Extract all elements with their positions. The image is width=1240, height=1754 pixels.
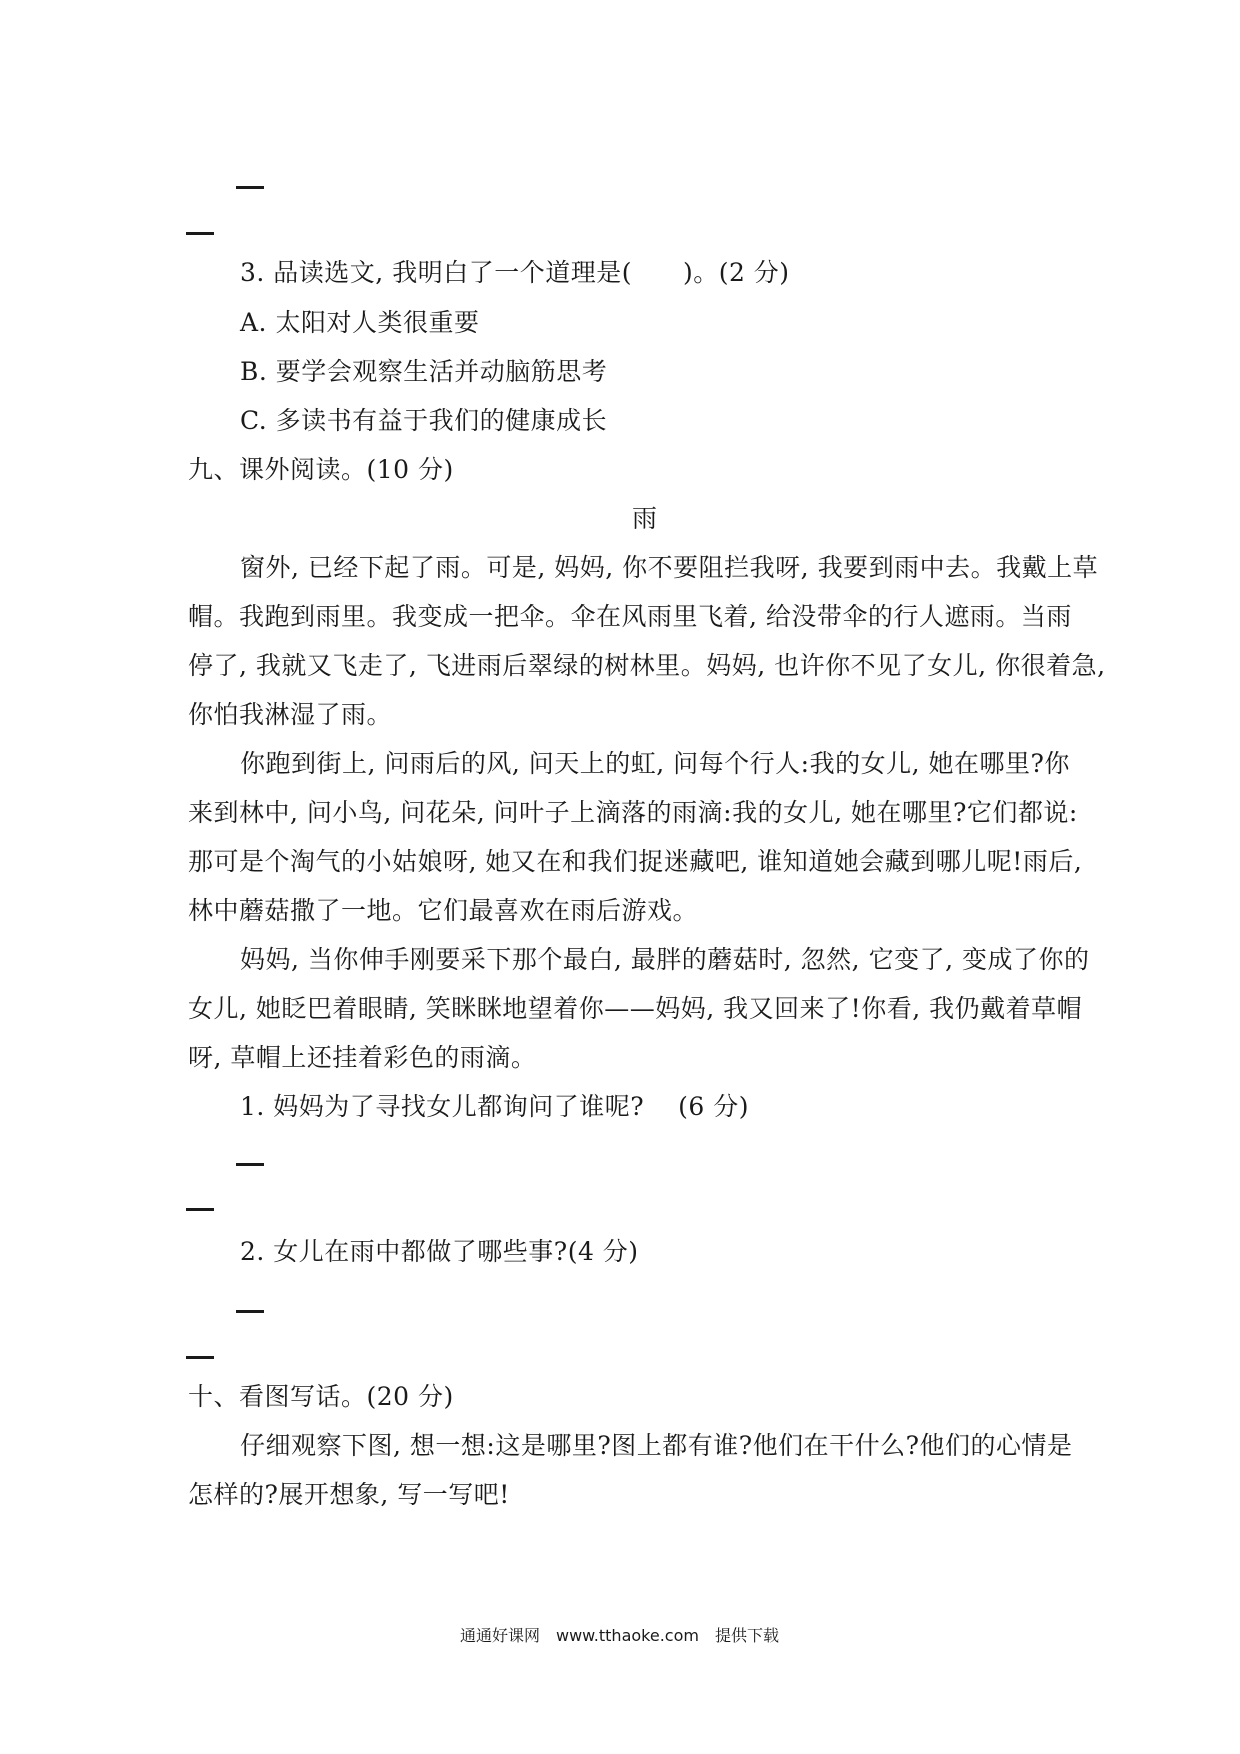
option-a: A. 太阳对人类很重要 bbox=[240, 308, 480, 337]
passage-line: 帽。我跑到雨里。我变成一把伞。伞在风雨里飞着, 给没带伞的行人遮雨。当雨 bbox=[188, 602, 1072, 631]
section-9-heading: 九、课外阅读。(10 分) bbox=[188, 455, 454, 484]
passage-title: 雨 bbox=[632, 504, 658, 533]
writing-prompt-line: 仔细观察下图, 想一想:这是哪里?图上都有谁?他们在干什么?他们的心情是 bbox=[240, 1431, 1073, 1460]
passage-line: 你怕我淋湿了雨。 bbox=[188, 700, 393, 729]
option-b: B. 要学会观察生活并动脑筋思考 bbox=[240, 357, 608, 386]
passage-line: 那可是个淘气的小姑娘呀, 她又在和我们捉迷藏吧, 谁知道她会藏到哪儿呢!雨后, bbox=[188, 847, 1083, 876]
passage-line: 呀, 草帽上还挂着彩色的雨滴。 bbox=[188, 1043, 537, 1072]
passage-line: 女儿, 她眨巴着眼睛, 笑眯眯地望着你——妈妈, 我又回来了!你看, 我仍戴着草帽 bbox=[188, 994, 1083, 1023]
passage-line: 林中蘑菇撒了一地。它们最喜欢在雨后游戏。 bbox=[188, 896, 699, 925]
reading-question-2: 2. 女儿在雨中都做了哪些事?(4 分) bbox=[240, 1237, 639, 1266]
answer-line-mark bbox=[236, 186, 264, 189]
answer-line-mark bbox=[236, 1310, 264, 1313]
passage-line: 停了, 我就又飞走了, 飞进雨后翠绿的树林里。妈妈, 也许你不见了女儿, 你很着急, bbox=[188, 651, 1106, 680]
reading-question-1: 1. 妈妈为了寻找女儿都询问了谁呢? (6 分) bbox=[240, 1092, 750, 1121]
question-3: 3. 品读选文, 我明白了一个道理是( )。(2 分) bbox=[240, 258, 790, 287]
answer-line-mark bbox=[186, 1356, 214, 1359]
answer-line-mark bbox=[186, 232, 214, 235]
footer-credit: 通通好课网 www.tthaoke.com 提供下载 bbox=[460, 1626, 779, 1645]
answer-line-mark bbox=[236, 1163, 264, 1166]
option-c: C. 多读书有益于我们的健康成长 bbox=[240, 406, 608, 435]
section-10-heading: 十、看图写话。(20 分) bbox=[188, 1382, 454, 1411]
passage-line: 来到林中, 问小鸟, 问花朵, 问叶子上滴落的雨滴:我的女儿, 她在哪里?它们都说: bbox=[188, 798, 1078, 827]
passage-line: 你跑到街上, 问雨后的风, 问天上的虹, 问每个行人:我的女儿, 她在哪里?你 bbox=[240, 749, 1070, 778]
passage-line: 妈妈, 当你伸手刚要采下那个最白, 最胖的蘑菇时, 忽然, 它变了, 变成了你的 bbox=[240, 945, 1090, 974]
passage-line: 窗外, 已经下起了雨。可是, 妈妈, 你不要阻拦我呀, 我要到雨中去。我戴上草 bbox=[240, 553, 1099, 582]
writing-prompt-line: 怎样的?展开想象, 写一写吧! bbox=[188, 1480, 510, 1509]
answer-line-mark bbox=[186, 1208, 214, 1211]
